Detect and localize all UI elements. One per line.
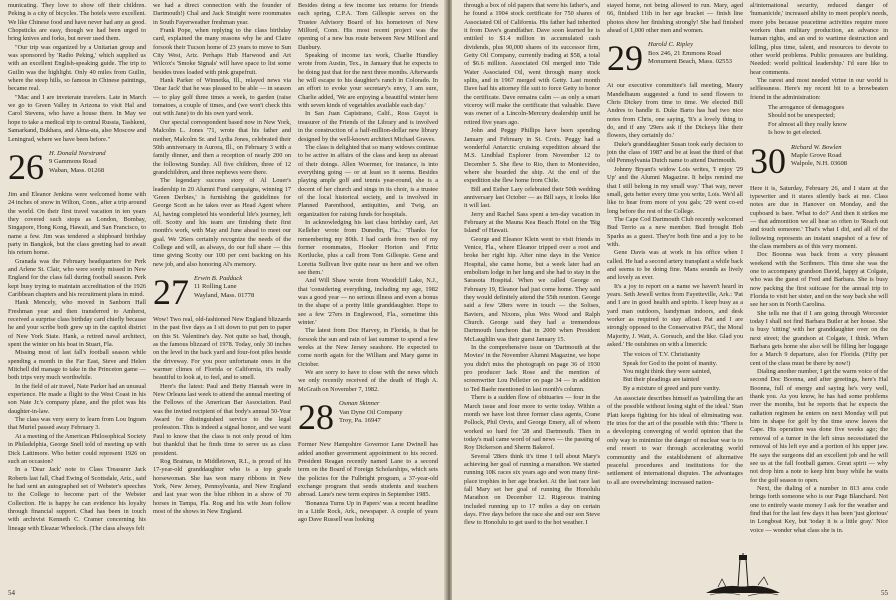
paragraph: The Cape Cod Dartmouth Club recently welcomed Bud Terrio as a new member. Bud brought Bob Sparks as a guest. They're both fine and a joy to be with. (607, 215, 743, 248)
right-page (452, 0, 896, 600)
paragraph: we had a direct connection with the founder of Dartmouth!) Chal and Jack Straight were roommates in South Fayerweather freshman year. (153, 2, 291, 26)
paragraph: The legendary success story of Al Louer's leadership in 20 Alumni Fund campaigns, winning 17 'Green Derbies,' is furnishing the guidelines for George Scott as he takes over as Head Agent where Al, having completed his wonderful life's journey, left off. Scotty and his team are finishing their first month's work, with May and June ahead to meet our goal. We '26ers certainly recognize the needs of the College and will, as always, do our full share — this time giving Scotty our 100 per cent backing on his new job, and also honoring Al's memory. (153, 177, 291, 268)
secretary-city: Wayland, Mass. 01778 (194, 291, 255, 299)
secretary-street: Maple Grove Road (791, 151, 842, 159)
page-number: 55 (881, 589, 888, 597)
class-29-header (607, 38, 743, 79)
paragraph: municating. They love to show off their children. Peking is a city of bicycles. The hotels were excellent. We like Chinese food and have never had any as good. Chopsticks are easy, though we had been urged to bring knives and forks, but never used them. (8, 2, 146, 43)
paragraph: Jim and Eleanor Jenkins were welcomed home with 24 inches of snow in Wilton, Conn., after a trip around the world. On their first travel vacation in ten years they covered such stops as London, Bombay, Singapore, Hong Kong, Hawaii, and San Francisco, to name a few. Jim was tendered a shipboard birthday party in Bangkok, but the class greeting had to await his return home. (8, 190, 146, 257)
paragraph: Jerry and Rachel Sass spent a ten-day vacation in February at the Mauna Kea Beach Hotel on the 'Big Island' of Hawaii. (464, 210, 600, 235)
paragraph: al/international security, reduced danger of 'humanicide,' increased ability to meet people's needs, more jobs because peacetime activities require more workers than military production, an advance in human rights, and an end to wartime destruction and killing, plus time, talent, and resources to devote to other world problems. Public pressures are building. Needed: world political leadership.' I'd sure like to hear comments. (750, 2, 888, 76)
paragraph: Wow! Two real, old-fashioned New England blizzards in the past five days as I sit down to put pen to paper on this St. Valentine's day. Not quite so bad, though, as the famous blizzard of 1978. Today, only 30 inches on the level in the back yard and four-foot piles beside the driveway. For you poor unfortunate ones in the warmer climes of Florida or California, it's really beautiful to look at, to feel, and to smell. (153, 316, 291, 382)
paragraph: Frank Pope, when replying to the class birthday card, explained the many reasons why he and Claire forsook their Tucson home of 23 years to move to Sun City West, Ariz. Perhaps Hub Harwood and Art Wilcox's 'Smoke Signals' will have space to list some besides trees loaded with pink grapefruit. (153, 27, 291, 76)
secretary-street: 11 Rolling Lane (194, 283, 237, 291)
poem-line: But their pleadings are tainted (623, 376, 699, 384)
paragraph: In acknowledging his last class birthday card, Art Kelleher wrote from Dunedin, Fla.: 'Thanks for remembering my 80th. I had cards from two of my former roommates, Hooker Horton and Fritz Kortlucke, plus a call from Tom Gillespie. Gene and Loretta Sullivan live quite near us here and we often see them.' (298, 218, 438, 276)
poem-line: The arrogance of demagogues (768, 104, 845, 112)
secretary-name: Richard W. Bowlen (791, 143, 842, 151)
paragraph: Besides doing a few income tax returns for friends each spring, C.P.A. Tom Gillespie serves on the Trustee Advisory Board of his hometown of New Milford, Conn. His most recent project was the opening of a new bus route between New Milford and Danbury. (298, 2, 438, 51)
class-30-header (750, 140, 888, 181)
secretary-street: Box 246, 21 Emmons Road (648, 49, 722, 57)
paragraph: There is a sudden flow of obituaries — four in the March issue and four more to write today. Within a month we have lost three former class agents, Crane Pollock, Phil Orvis, and George Emery, all of whom worked so hard for '28 and Dartmouth. Then in today's mail came word of sad news — the passing of Roy Dickerson and Sherm Bakerof. (464, 394, 600, 452)
class-secretary-address (791, 144, 847, 169)
paragraph: An associate describes himself as 'patrolling the art of the possible without losing sight of the ideal.' Stan Platt keeps fighting for his ideal of eliminating war. He tries for the art of the possible with this: 'There is a developing converging of world opinion that the only way to minimize the danger of nuclear war is to end resort to war through accelerating world community and the establishment of alternative peaceful procedures and institutions for the settlement of international disputes. The advantages to all are overwhelming: increased nation- (607, 395, 743, 486)
paragraph: Dialing another number, I get the warm voice of the second Doc Boonna, and after greetings, here's Hal Boonna, full of energy and saying he's very well, thank you. As you know, he has had some problems over the months, but he reports that he expects the radiation regimen he enters on next Monday will put him in shape for golf by the time snow leaves the Cape. His operation was done five weeks ago; the removal of a tumor in the left sinus necessitated the removal of his left eye and a portion of his upper jaw. He says the surgeons did an excellent job and he will see us at the fall football games. Great spirit — why not drop him a note to keep him busy while he waits for the golf season to open. (750, 368, 888, 484)
paragraph: Johnny Bryant's widow Lois writes, 'I enjoy '29 Up' and the Alumni Magazine. It helps remind me that I still belong in my small way.' That way, never small, gets better every time you write, Lois. We'd all like to hear from more of you gals; '29 went co-ed long before the rest of the College. (607, 165, 743, 215)
left-col-1 (8, 2, 146, 533)
secretary-city: Walpole, N.H. 03608 (791, 160, 848, 168)
paragraph: In a 'Dear Jack' note to Class Treasurer Jack Roberts last fall, Chad Ewing of Scottsdale, Ariz., said he had sent an autographed set of Webster's speeches to the College to become part of the Webster Collection. He is happy he can evidence his loyalty through financial support. Chad has been in touch with archivist Kenneth C. Cramer concerning his lineage with Eleazar Wheelock. (The class always felt (8, 466, 146, 532)
right-col-2 (607, 2, 743, 487)
lighthouse-illustration-icon (704, 553, 782, 597)
paragraph: In San Juan Capistrano, Calif., Ross Guyot is treasurer of the Friends of the Library and is involved in the construction of a half-million-dollar new library designed by the well-known architect Michael Graves. (298, 110, 438, 143)
left-page (0, 0, 446, 600)
paragraph: In the field of air travel, Nate Parker had an unusual experience. He made a flight to the West Coast in his son Nate Jr.'s company plane, and the pilot was his daughter-in-law. (8, 382, 146, 415)
poem-line: Should not be unexpected; (768, 112, 835, 120)
secretary-name: Erwin B. Padduck (194, 275, 243, 282)
class-27-header (153, 272, 291, 312)
paragraph: Our special correspondent based now in New York, Malcolm L. Jones '71, wrote that his father and mother, Malcolm Sr. and Lydia Jones, celebrated their 50th anniversary in Aurora, Ill., on February 3 with a family dinner, and then a reception of nearly 200 on the following Sunday. All five children, three of 12 grandchildren, and three nephews were there. (153, 118, 291, 176)
poem-line: For almost all they really know (768, 120, 847, 128)
class-28-header (298, 397, 438, 438)
limerick (623, 351, 743, 393)
paragraph: Missing most of last fall's football season while spending a month in the Far East, Steve and Helen Mitchell did manage to take in the Princeton game — both trips very much worthwhile. (8, 349, 146, 382)
secretary-name: Harold C. Ripley (648, 41, 693, 49)
class-secretary-address (49, 150, 106, 175)
paragraph: Rog Brainau, in Middletown, R.I., is proud of his 17-year-old granddaughter who is a top grade horsewoman. She has won many ribbons in New York, New Jersey, Pennsylvania, and New England and last year won the blue ribbon in a show of 70 horses in Tampa, Fla. Rog and his wife Jean follow most of the shows in New England. (153, 457, 291, 515)
class-year-number: 29 (607, 38, 643, 79)
verse (768, 104, 888, 137)
paragraph: Speaking of income tax work, Charlie Hundley wrote from Austin, Tex., in January that he expects to be doing just that for the next three months. Afterwards he will escape to his daughter's ranch in Colorado. In an effort to evoke your secretary's envy, I am sure, Charlie added, 'We are enjoying a beautiful winter here with seven kinds of vegetables available each day.' (298, 52, 438, 110)
paragraph: She tells me that if I am going through Worcester today I shall not find Barbara Butler at her house. She is busy 'sitting' with her granddaughter over on the next street; the grandson at Colgate, I think. When Barbara gets home she also will be filling her luggage for a March 9 departure, also for Florida. (Fifty per cent of the class must be there by now!) (750, 309, 888, 367)
secretary-street: 9 Gammons Road (49, 158, 97, 166)
secretary-street: Van Dyne Oil Company (339, 408, 403, 416)
paragraph: Gene Davis was at work in his office when I called. He had a second artery transplant a while back and seems to be doing fine. Mans sounds as lively and lovely as ever. (607, 249, 743, 282)
right-col-1 (464, 2, 600, 528)
class-year-number: 28 (298, 397, 334, 438)
paragraph: In the comprehensive issue on 'Dartmouth at the Movies' in the November Alumni Magazine, we hope you didn't miss the photograph on page 36 of 1930 pro producer Jack Rose and the mention of screenwriter Lou Pelletier on page 34 — in addition to Ted Baehr mentioned in last month's column. (464, 344, 600, 393)
left-col-3 (298, 2, 438, 525)
secretary-name: Osman Skinner (339, 400, 380, 408)
paragraph: Granada was the February headquarters for Perk and Arlene St. Clair, who were sorely missed in New England for the class fall during football season. Perk kept busy trying to maintain accreditation of the 1926 Caribbean chapters and his recruitment plans in mind. (8, 257, 146, 298)
paragraph: Duke's granddaughter Susan took early decision to join the class of 1987 and be at least the third of that old Pennsylvania Dutch name to attend Dartmouth. (607, 140, 743, 165)
paragraph: through a box of old papers that were his father's, and he found a 1904 stock certificate for 750 shares of Associated Oil of California. His father had inherited it from Dave's grandfather. Dave soon learned he is entitled to $1.4 million in accumulated cash dividends, plus 90,000 shares of its successor firm, Getty Oil Company, currently trading at $58, a total of $6.6 million. Associated Oil merged into Tide Water Associated Oil, went through many stock splits, and in 1967 merged with Getty. Last month Dave had his attorney file suit to force Getty to honor the certificate. Dave remains calm — as only a smart viceroy will make the certificate that valuable. Dave was owner of a Lincoln-Mercury dealership until he retired five years ago. (464, 2, 600, 126)
class-secretary-address (648, 41, 732, 66)
paragraph: Former New Hampshire Governor Lane Dwinell has added another government appointment to his record. President Reagan recently named Lane to a second term on the Board of Foreign Scholarships, which sets the policies for the Fulbright program, a 37-year-old exchange program that sends students and teachers abroad. Lane's new term expires in September 1985. (298, 441, 438, 499)
paragraph: Bill and Esther Lary celebrated their 50th wedding anniversary last October — as Bill says, it looks like it will last. (464, 185, 600, 210)
paragraph: Here's the latest: Paul and Betty Hannah were in New Orleans last week to attend the annual meeting of the Fellows of the American Bar Association. Paul was the invited recipient of that body's annual 50-Year Award for distinguished service to the legal profession. This is indeed a signal honor, and we want Paul to know that the class is not only proud of him but thankful that he finds time to serve us as class president. (153, 382, 291, 457)
paragraph: The rarest and most needed virtue in our world is selflessness. Here's my recent bit to a browbeaten friend in the administration: (750, 77, 888, 101)
paragraph: And Will Shaw wrote from Woodcliff Lake, N.J., that 'considering everything, including my age, 1982 was a good year — no serious illness and even a bonus in the shape of a pretty little granddaughter. Hope to see a few '27ers in Englewood, Fla., sometime this winter.' (298, 277, 438, 327)
secretary-city: Waban, Mass. 01268 (49, 166, 105, 174)
class-year-number: 30 (750, 140, 786, 181)
secretary-city: Monument Beach, Mass. 02553 (648, 58, 733, 66)
paragraph: Hank Mencely, who moved in Sanborn Hall Freshman year and then transferred to Amherst, received a surprise class birthday card chiefly because he and your scribe both grew up in the capitol district of New York State. Hank, a retired naval architect, spent the winter on his boat in Stuart, Fla. (8, 299, 146, 349)
paragraph: 'Bonanza Turns Up in Papers' was a recent headline in a Little Rock, Ark., newspaper. A couple of years ago Dave Russell was looking (298, 499, 438, 524)
poem-line: Speak for God to the point of inanity. (623, 359, 718, 367)
class-26-header (8, 146, 146, 187)
poem-line: You might think they were sainted, (623, 368, 712, 376)
paragraph: John and Peggy Phillips have been spending January and February in St. Croix. Peggy had a wonderful Antarctic cruising expedition aboard the M.S. Lindblad Explorer from November 12 to December 5. She flew to Rio, then to Montevideo, where she boarded the ship. At the end of the expedition she flew home from Chile. (464, 127, 600, 185)
paragraph: Hank Parker of Winnetka, Ill., relayed news via 'Dear Jack' that he was pleased to be able — in season — to play golf three times a week, to garden (raise tomatoes, a couple of times, and (we won't check this out with Jane) to do his own yard work. (153, 77, 291, 118)
paragraph: Next, the dialing of a number in 813 area code brings forth someone who is our Page Blanchard. Not one to entirely waste money I ask for the weather and find that for the last few days it has been 'just glorious' in Longboat Key, but 'today it is a little gray.' Nice voice — wonder what class she is in. (750, 484, 888, 534)
poem-line: By a mixture of greed and pure vanity. (623, 384, 721, 392)
paragraph: At a meeting of the American Philosophical Society in Philadelphia, George Snell told of meeting up with Dick Lattimore. Who better could represent 1926 on such an occasion? (8, 432, 146, 465)
paragraph: The latest from Doc Harvey, in Florida, is that he forsook the sun and rain of last summer to spend a few weeks at the New Jersey seashore. He expected to come north again for the William and Mary game in October. (298, 327, 438, 368)
paragraph: At our executive committee's fall meeting, Maury Mandelbaum suggested a fund to send flowers to Chris Dickey from time to time. We elected Bill Andres to handle it. Duke Barto has had two nice notes from Chris, one saying, 'It's a lovely thing to do, and if any '29ers ask if the Dickeys like their flowers, they certainly do.' (607, 82, 743, 140)
paragraph: Doc Boonna was back from a very pleasant weekend with the Scribners. This time she was the one to accompany grandson David, happy at Colgate, who was the guest of Fred and Barbara. She is busy now packing the first suitcase for the annual trip to Florida to visit her sister, and on the way back she will see her son in North Carolina. (750, 251, 888, 309)
left-col-2 (153, 2, 291, 516)
paragraph: It's a joy to report on a name we haven't heard in years. Seth Jewell writes from Fayetteville, Ark.: 'Pat and I are in good health and spirits. I keep busy as a yard man outdoors, handyman indoors, and desk worker as required to stay afloat. Pat and I are strongly opposed to the Conservative PAC, the Moral Majority, J. Watt, A. Gorsuch, and the like. Glad you asked.' He outshines on with a limerick: (607, 282, 743, 349)
secretary-name: H. Donald Norstrand (49, 149, 106, 157)
poem-line: Is how to get elected. (768, 129, 822, 137)
page-number: 54 (8, 589, 15, 597)
paragraph: The class is delighted that so many widows continue to be active in affairs of the class and keep us abreast of their doings. Allen Woermer, for instance, is into everything going — or at least so it seems. Besides playing ample golf and tennis year-round, she is a docent of her church and sings in its choir, is a trustee of the local historical society, and is involved in Planned Parenthood, antiquities, and Twig, an organization for raising funds for hospitals. (298, 143, 438, 218)
poem-line: The voices of T.V. Christianity (623, 351, 701, 359)
right-col-3 (750, 2, 888, 535)
paragraph: "Our trip was organized by a Unitarian group and was sponsored by 'Radio Peking,' which supplied us with an excellent English-speaking guide. The trip to Guilin was the highlight. Only 40 miles from Guilin, where the steep hills, so famous in Chinese paintings, became real. (8, 43, 146, 93)
paragraph: We are sorry to have to close with the news which we only recently received of the death of Hugh A. McGrath on November 7, 1982. (298, 369, 438, 393)
class-secretary-address (194, 275, 254, 300)
paragraph: Several '28ers think it's time I tell about Mary's achieving her goal of running a marathon. We started running 10K races six years ago and won many first-place trophies in her age bracket. At the last race last fall Mary set her goal of running the Honolulu Marathon on December 12. Rigorous training included running up to 17 miles a day on certain days. Five days before the race she and our son Steve flew to Honolulu to get used to the hot weather. I (464, 452, 600, 527)
class-year-number: 26 (8, 146, 44, 187)
class-secretary-address (339, 400, 403, 425)
paragraph: The class was very sorry to learn from Lou Ingram that Muriel passed away February 3. (8, 416, 146, 432)
class-year-number: 27 (153, 272, 189, 312)
secretary-city: Troy, Pa. 16947 (339, 416, 381, 424)
paragraph: stayed home, not being allowed to run. Mary, aged 66, finished 11th in her age bracket — finish line photos show her finishing strongly! She had finished ahead of 1,000 other men and women. (607, 2, 743, 35)
paragraph: "Mac and I are inveterate travelers. Late in March we go to Green Valley in Arizona to visit Hal and Carol Stevens, who have a house there. In May we hope to take a medical trip to central Russia, Tashkent, Samarkand, Bukhara, and Alma-ata, also Moscow and Leningrad, where we have been before." (8, 93, 146, 143)
paragraph: George and Eleanor Klein went to visit friends in Venice, Fla., where Eleanor tripped over a root and broke her right hip. After nine days in the Venice Hospital, she came home, but a week later had an embolism lodge in her lung and she had to stay in the Sarasota Hospital. When we called George on February 19, Eleanor had just come home. They said they would definitely attend the 55th reunion. George said a few '28ers were in touch — the Solises, Baviers, and Nixons, plus Wes Wood and Ralph Church. George said they had a tremendous Dartmouth luncheon that in 2000 when President McLaughlin was their guest January 15. (464, 235, 600, 343)
paragraph: Here it is, Saturday, February 26, and I stare at the typewriter and it stares silently back at me. Class notes are due in Hanover on Monday, and the cupboard is bare. 'What to do?' And then it strikes me — that admonition we all hear so often to 'Reach out and touch someone.' That's what I did, and all of the following represents an instant snapshot of a few of the class members as of this very moment. (750, 184, 888, 250)
